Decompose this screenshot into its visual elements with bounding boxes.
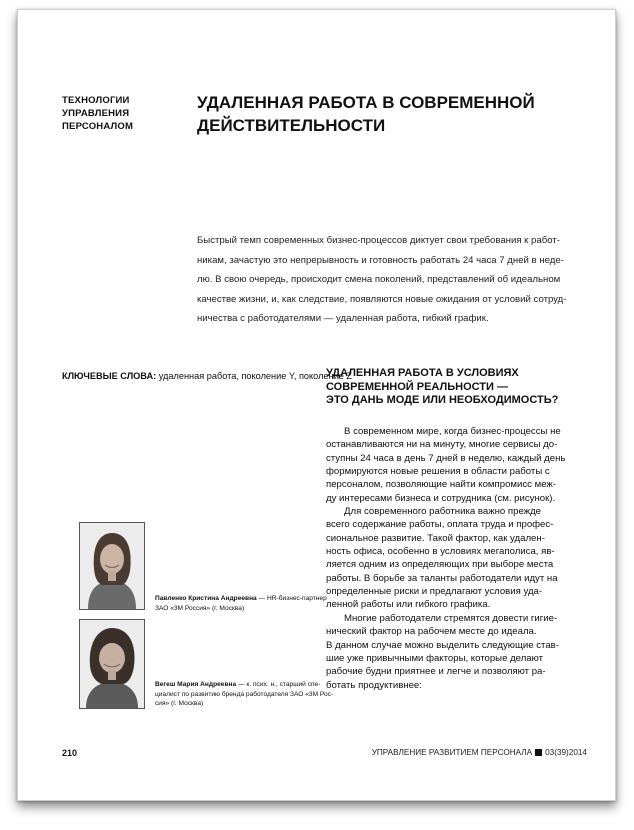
keywords-label: КЛЮЧЕВЫЕ СЛОВА: bbox=[62, 371, 157, 381]
author-caption-line: циалист по развитию бренда работодателя ЗАО «3М Рос- bbox=[155, 690, 334, 698]
author-desc: — HR-бизнес-партнер bbox=[256, 595, 327, 602]
body-line: В данном случае можно выделить следующие став- bbox=[326, 639, 559, 651]
body-line: В современном мире, когда бизнес-процессы не bbox=[344, 426, 561, 437]
body-line: рабочие будни приятнее и легче и позволяют ра- bbox=[326, 666, 546, 678]
author-portrait-1 bbox=[80, 523, 144, 609]
lead-line: никам, зачастую это непрерывность и готовность работать 24 часа 7 дней в неде- bbox=[197, 254, 564, 266]
body-line: персоналом, позволяющие найти компромисс меж- bbox=[326, 479, 557, 491]
body-line: ду интересами бизнеса и сотрудника (см. рисунок). bbox=[326, 492, 556, 504]
body-line: формируются новые решения в области работы с bbox=[326, 466, 550, 478]
article-title bbox=[197, 91, 577, 137]
square-bullet-icon bbox=[535, 749, 542, 756]
body-line: Многие работодатели стремятся довести гигие- bbox=[344, 612, 558, 624]
section-label-line: УПРАВЛЕНИЯ bbox=[62, 108, 130, 119]
lead-line: Быстрый темп современных бизнес-процессов диктует свои требования к работ- bbox=[197, 235, 560, 246]
body-line: всего содержание работы, оплата труда и профес- bbox=[326, 519, 554, 531]
author-photo bbox=[79, 619, 145, 709]
journal-issue: 03(39)2014 bbox=[545, 748, 587, 757]
body-line: ляется одним из определяющих при выборе места bbox=[326, 559, 554, 571]
author-caption-line: сия» (г. Москва) bbox=[155, 700, 204, 707]
lead-line: ничества с работодателями — удаленная работа, гибкий график. bbox=[197, 313, 489, 324]
body-line: ленной работы или гибкого графика. bbox=[326, 599, 491, 611]
body-line: нический фактор на рабочем месте до идеала. bbox=[326, 626, 537, 638]
author-caption bbox=[155, 594, 325, 613]
author-desc: — к. псих. н., старший спе- bbox=[236, 681, 321, 688]
keywords-value: удаленная работа, поколение Y, поколение Z bbox=[158, 371, 353, 381]
author-photo bbox=[79, 522, 145, 610]
section-label-line: ПЕРСОНАЛОМ bbox=[62, 121, 134, 132]
body-line: ступны 24 часа в день 7 дней в неделю, каждый день bbox=[326, 452, 566, 464]
author-caption-line bbox=[155, 594, 325, 604]
body-line: ность офиса, особенно в условиях мегаполиса, яв- bbox=[326, 546, 555, 558]
journal-footer bbox=[372, 748, 587, 757]
author-caption-line bbox=[155, 680, 325, 690]
subhead-line: УДАЛЕННАЯ РАБОТА В УСЛОВИЯХ bbox=[326, 367, 519, 379]
keywords bbox=[62, 371, 352, 381]
author-name: Павленко Кристина Андреевна bbox=[155, 595, 257, 602]
body-line: сиональное развитие. Такой фактор, как удален- bbox=[326, 532, 545, 544]
lead-paragraph bbox=[197, 231, 581, 329]
body-line: определенные риски и предлагают условия уда- bbox=[326, 586, 543, 598]
section-heading bbox=[326, 367, 586, 408]
subhead-line: СОВРЕМЕННОЙ РЕАЛЬНОСТИ — bbox=[326, 380, 508, 393]
author-name: Вегеш Мария Андреевна bbox=[155, 681, 237, 688]
author-caption bbox=[155, 680, 334, 709]
lead-line: лю. В свою очередь, происходит смена поколений, представлений об идеальном bbox=[197, 274, 561, 285]
subhead-line: ЭТО ДАНЬ МОДЕ ИЛИ НЕОБХОДИМОСТЬ? bbox=[326, 394, 559, 406]
body-line: шие уже привычными факторы, которые делают bbox=[326, 652, 544, 664]
author-caption-line: ЗАО «3М Россия» (г. Москва) bbox=[155, 604, 245, 612]
author-portrait-2 bbox=[80, 620, 144, 708]
page-number: 210 bbox=[62, 748, 78, 758]
title-line: ДЕЙСТВИТЕЛЬНОСТИ bbox=[197, 116, 386, 135]
journal-name: УПРАВЛЕНИЕ РАЗВИТИЕМ ПЕРСОНАЛА bbox=[371, 748, 533, 757]
body-line: Для современного работника важно прежде bbox=[344, 506, 542, 518]
lead-line: качестве жизни, и, как следствие, появляются новые ожидания от условий сотруд- bbox=[197, 293, 567, 305]
body-text bbox=[326, 425, 588, 692]
body-line: останавливаются ни на минуту, многие сервисы до- bbox=[326, 439, 558, 451]
body-line: ботать продуктивнее: bbox=[326, 679, 422, 691]
body-line: работы. В борьбе за таланты работодатели идут на bbox=[326, 572, 558, 584]
section-label bbox=[62, 94, 133, 133]
title-line: УДАЛЕННАЯ РАБОТА В СОВРЕМЕННОЙ bbox=[197, 93, 535, 112]
section-label-line: ТЕХНОЛОГИИ bbox=[62, 95, 130, 106]
